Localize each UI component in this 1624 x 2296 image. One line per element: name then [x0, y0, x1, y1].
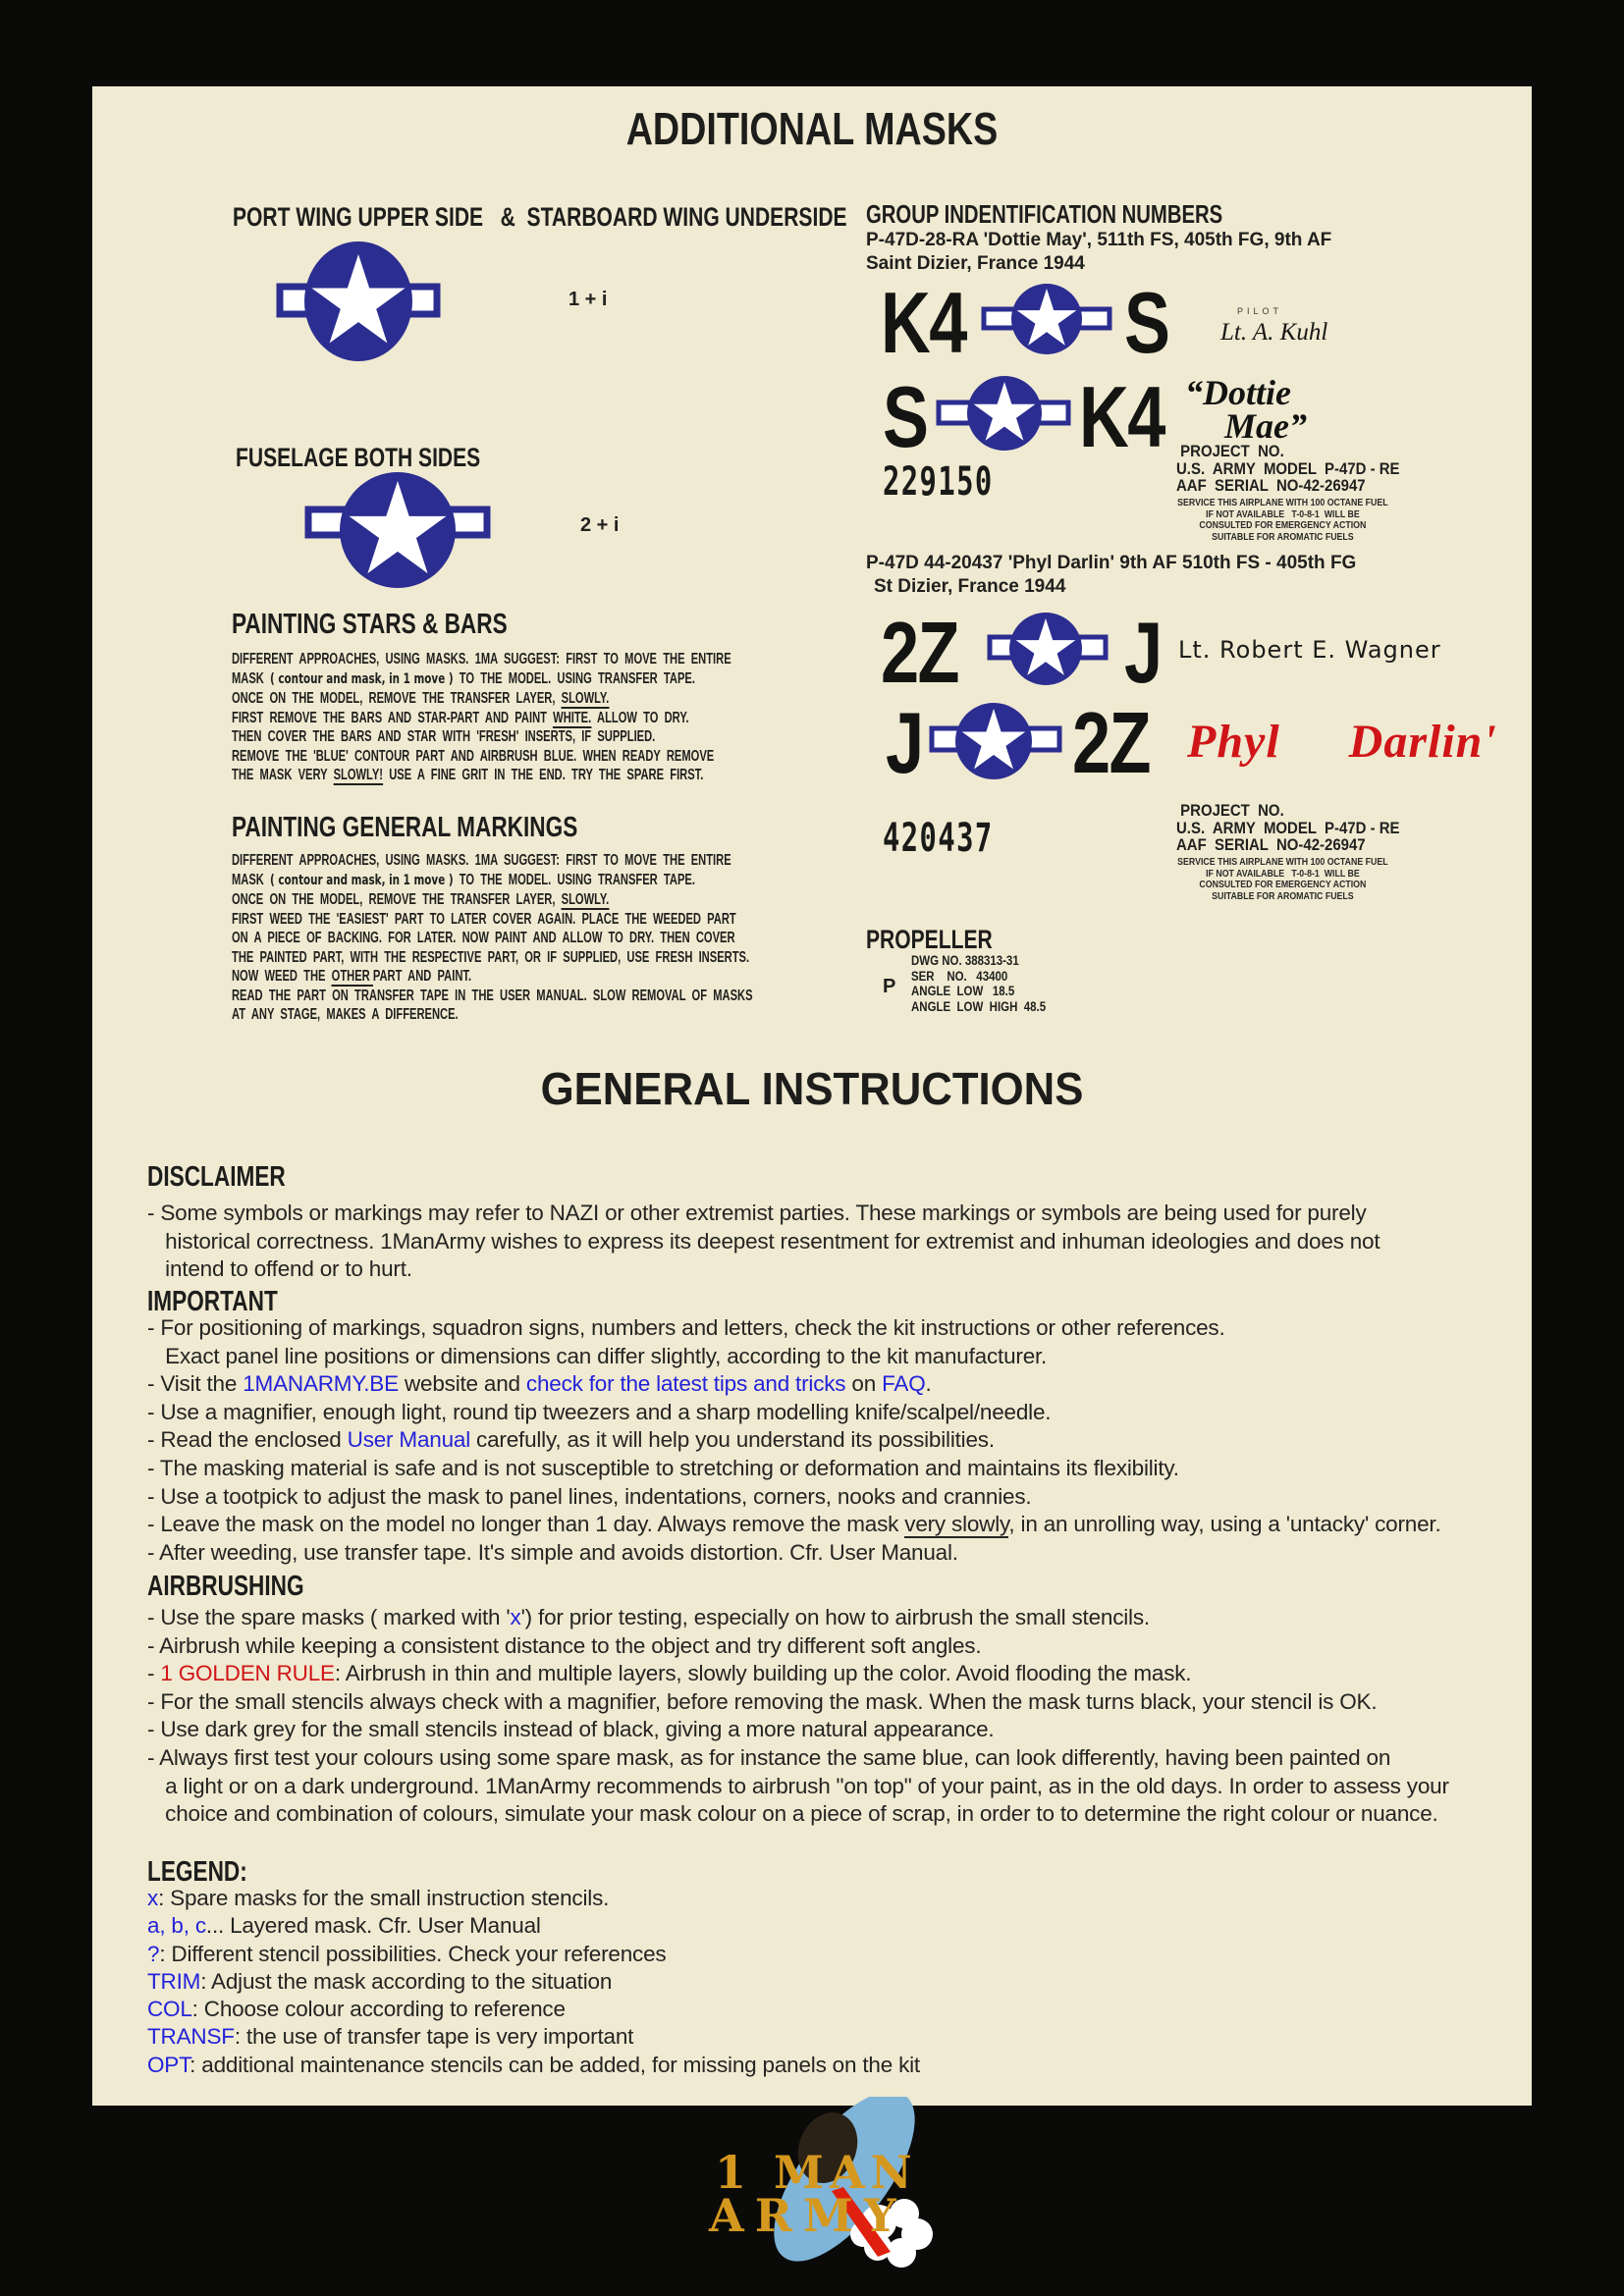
nose-art-dottie-line2: Mae” — [1224, 406, 1307, 446]
airbrushing-heading: AIRBRUSHING — [147, 1571, 304, 1602]
code-letters-k4: K4 — [881, 274, 966, 371]
text-segment: FIRST REMOVE THE BARS AND STAR-PART AND PAINT — [232, 709, 554, 726]
serial-stencil-420437: 420437 — [883, 816, 994, 861]
inline-link[interactable]: User Manual — [347, 1427, 470, 1453]
text-segment: - Airbrush while keeping a consistent distance to the object and try different soft angles. — [147, 1632, 982, 1658]
service-stencil-block — [1170, 857, 1395, 902]
project-data-block — [1176, 802, 1399, 854]
text-segment: - Some symbols or markings may refer to NAZI or other extremist parties. These markings or symbols are being used for purely — [147, 1201, 1367, 1225]
disclaimer-heading: DISCLAIMER — [147, 1161, 286, 1193]
text-segment: MASK — [232, 669, 271, 687]
text-segment: historical correctness. 1ManArmy wishes to express its deepest resentment for extremist and inhuman ideologies and does not — [147, 1228, 1380, 1254]
text-segment: TO THE MODEL. USING TRANSFER TAPE. — [453, 871, 695, 888]
text-segment: - Use the spare masks ( marked with ' — [147, 1605, 511, 1629]
stars-bars-heading: PAINTING STARS & BARS — [232, 609, 508, 640]
text-segment: PROJECT NO. — [1176, 801, 1284, 820]
text-segment: on — [845, 1371, 883, 1397]
text-segment: - Visit the — [147, 1371, 244, 1397]
text-segment: AAF SERIAL NO-42-26947 — [1176, 835, 1366, 854]
text-segment: THEN COVER THE BARS AND STAR WITH 'FRESH' INSERTS, IF SUPPLIED. — [232, 728, 656, 745]
wing-mask-count-label: 1 + i — [568, 289, 608, 310]
serial-stencil-229150: 229150 — [883, 459, 994, 505]
text-segment: SLOWLY! — [333, 767, 384, 783]
inline-link[interactable]: ? — [147, 1941, 160, 1966]
text-segment: USE A FINE GRIT IN THE END. TRY THE SPARE FIRST. — [383, 767, 704, 783]
text-segment: SLOWLY. — [561, 690, 610, 707]
inline-link[interactable]: check for the latest tips and tricks — [525, 1371, 846, 1397]
nose-art-phyl-darlin: Phyl Darlin' — [1187, 716, 1497, 768]
text-segment: THE MASK VERY — [232, 767, 334, 783]
stars-bars-instructions — [232, 650, 731, 785]
text-segment: TO THE MODEL. USING TRANSFER TAPE. — [453, 669, 695, 687]
text-segment: ON A PIECE OF BACKING. FOR LATER. NOW PAINT AND ALLOW TO DRY. THEN COVER — [232, 930, 735, 946]
text-segment: ONCE ON THE MODEL, REMOVE THE TRANSFER LAYER, — [232, 690, 562, 707]
group-id-heading: GROUP INDENTIFICATION NUMBERS — [866, 199, 1223, 229]
text-segment: DWG NO. 388313-31 — [911, 953, 1019, 968]
legend-text — [147, 1885, 920, 2079]
text-segment: WHITE. — [553, 709, 592, 726]
general-markings-instructions — [232, 851, 753, 1025]
text-segment: : Adjust the mask according to the situation — [200, 1968, 613, 1994]
dottie-aircraft-line1: P-47D-28-RA 'Dottie May', 511th FS, 405th FG, 9th AF — [866, 230, 1332, 250]
text-segment: SER NO. 43400 — [911, 968, 1008, 984]
code-letter-s: S — [1124, 274, 1169, 371]
general-instructions-title: GENERAL INSTRUCTIONS — [540, 1063, 1084, 1114]
service-stencil-block — [1170, 498, 1395, 543]
code-letter-s2: S — [883, 368, 928, 465]
text-segment: ALLOW TO DRY. — [591, 709, 689, 726]
text-segment: choice and combination of colours, simulate your mask colour on a piece of scrap, in order to to determine the right colour or nuance. — [147, 1801, 1438, 1827]
pilot-name-kuhl: Lt. A. Kuhl — [1220, 319, 1328, 346]
text-segment: - Read the enclosed — [147, 1427, 348, 1453]
inline-link[interactable]: 1MANARMY.BE — [243, 1371, 399, 1397]
text-segment: ANGLE LOW 18.5 — [911, 984, 1015, 998]
phyl-aircraft-line2: St Dizier, France 1944 — [874, 576, 1066, 597]
row-star-insignia — [936, 376, 1071, 453]
propeller-data-block — [911, 953, 1046, 1014]
disclaimer-text — [147, 1200, 1380, 1284]
text-segment: website and — [398, 1371, 526, 1397]
text-segment: AT ANY STAGE, MAKES A DIFFERENCE. — [232, 1006, 459, 1023]
text-segment: READ THE PART ON TRANSFER TAPE IN THE USER MANUAL. SLOW REMOVAL OF MASKS — [232, 987, 753, 1004]
text-segment: - After weeding, use transfer tape. It's simple and avoids distortion. Cfr. User Manual. — [147, 1539, 958, 1565]
text-segment: : the use of transfer tape is very important — [234, 2024, 634, 2050]
pilot-label: PILOT — [1237, 306, 1283, 316]
phyl-aircraft-line1: P-47D 44-20437 'Phyl Darlin' 9th AF 510th FS - 405th FG — [866, 553, 1357, 573]
text-segment: CONSULTED FOR EMERGENCY ACTION — [1199, 520, 1367, 531]
logo-text-line2: ARMY — [709, 2189, 907, 2242]
page-title: ADDITIONAL MASKS — [625, 103, 999, 154]
dottie-aircraft-line2: Saint Dizier, France 1944 — [866, 253, 1085, 274]
important-text — [147, 1314, 1441, 1567]
text-segment: ( contour and mask, in 1 move ) — [270, 670, 454, 687]
row-star-insignia — [929, 703, 1062, 781]
text-segment: IF NOT AVAILABLE T-0-8-1 WILL BE — [1206, 508, 1360, 520]
airbrushing-text — [147, 1604, 1449, 1829]
inline-link[interactable]: x — [147, 1886, 159, 1910]
text-segment: ') for prior testing, especially on how to airbrush the small stencils. — [520, 1605, 1150, 1629]
text-segment: , in an unrolling way, using a 'untacky' corner. — [1008, 1512, 1441, 1537]
nose-art-dottie-line1: “Dottie — [1185, 373, 1291, 412]
text-segment: FIRST WEED THE 'EASIEST' PART TO LATER COVER AGAIN. PLACE THE WEEDED PART — [232, 910, 736, 928]
text-segment: U.S. ARMY MODEL P-47D - RE — [1176, 818, 1400, 837]
pilot-name-wagner: Lt. Robert E. Wagner — [1178, 636, 1441, 664]
inline-link[interactable]: TRANSF — [147, 2024, 235, 2050]
text-segment: ONCE ON THE MODEL, REMOVE THE TRANSFER LAYER, — [232, 891, 562, 908]
inline-link[interactable]: OPT — [147, 2052, 190, 2077]
text-segment: ... Layered mask. Cfr. User Manual — [205, 1913, 541, 1939]
code-letter-j: J — [1124, 604, 1162, 701]
text-segment: - — [147, 1661, 161, 1686]
text-segment: SLOWLY. — [561, 891, 610, 908]
wing-star-insignia — [276, 241, 441, 367]
text-segment: SUITABLE FOR AROMATIC FUELS — [1212, 531, 1354, 543]
project-data-block — [1176, 443, 1399, 495]
text-segment: - The masking material is safe and is not susceptible to stretching or deformation and maintains its flexibility. — [147, 1455, 1179, 1480]
fuselage-section-heading: FUSELAGE BOTH SIDES — [236, 443, 481, 472]
inline-link[interactable]: FAQ — [882, 1371, 926, 1397]
text-segment: SUITABLE FOR AROMATIC FUELS — [1212, 890, 1354, 902]
row-star-insignia — [987, 613, 1109, 688]
text-segment: ANGLE LOW HIGH 48.5 — [911, 998, 1047, 1014]
text-segment: U.S. ARMY MODEL P-47D - RE — [1176, 458, 1400, 478]
general-markings-heading: PAINTING GENERAL MARKINGS — [232, 812, 578, 843]
propeller-heading: PROPELLER — [866, 925, 993, 954]
code-letters-k4-2: K4 — [1079, 368, 1164, 465]
fuselage-star-insignia — [304, 472, 491, 590]
text-segment: very slowly — [904, 1512, 1009, 1537]
text-segment: . — [925, 1371, 932, 1397]
inline-link[interactable]: TRIM — [147, 1968, 201, 1994]
text-segment: 1 GOLDEN RULE — [160, 1661, 335, 1686]
text-segment: Exact panel line positions or dimensions can differ slightly, according to the kit manufacturer. — [147, 1343, 1048, 1368]
text-segment: : Choose colour according to reference — [191, 1997, 566, 2022]
text-segment: carefully, as it will help you understand its possibilities. — [470, 1427, 995, 1453]
text-segment: : Airbrush in thin and multiple layers, slowly building up the color. Avoid flooding the mask. — [334, 1661, 1192, 1686]
text-segment: intend to offend or to hurt. — [147, 1256, 412, 1282]
text-segment: : Different stencil possibilities. Check your references — [159, 1941, 667, 1966]
text-segment: IF NOT AVAILABLE T-0-8-1 WILL BE — [1206, 868, 1360, 880]
text-segment: - Use dark grey for the small stencils instead of black, giving a more natural appearance. — [147, 1717, 995, 1742]
text-segment: SERVICE THIS AIRPLANE WITH 100 OCTANE FUEL — [1177, 498, 1388, 508]
row-star-insignia — [981, 284, 1112, 356]
text-segment: DIFFERENT APPROACHES, USING MASKS. 1MA SUGGEST: FIRST TO MOVE THE ENTIRE — [232, 651, 731, 667]
inline-link[interactable]: COL — [147, 1997, 192, 2022]
text-segment: SERVICE THIS AIRPLANE WITH 100 OCTANE FUEL — [1177, 857, 1388, 868]
text-segment: OTHER — [331, 968, 373, 985]
fuselage-mask-count-label: 2 + i — [580, 514, 620, 536]
text-segment: - For the small stencils always check with a magnifier, before removing the mask. When the mask turns black, your stencil is OK. — [147, 1688, 1378, 1714]
code-letter-j2: J — [886, 694, 923, 791]
wing-section-heading: PORT WING UPPER SIDE & STARBOARD WING UNDERSIDE — [233, 202, 847, 232]
inline-link[interactable]: x — [510, 1605, 521, 1629]
text-segment: - For positioning of markings, squadron signs, numbers and letters, check the kit instructions or other references. — [147, 1315, 1225, 1340]
code-letters-2z-2: 2Z — [1072, 694, 1150, 791]
text-segment: - Always first test your colours using some spare mask, as for instance the same blue, can look differently, having been painted on — [147, 1744, 1391, 1770]
text-segment: : additional maintenance stencils can be added, for missing panels on the kit — [189, 2052, 920, 2077]
important-heading: IMPORTANT — [147, 1286, 278, 1317]
text-segment: a light or on a dark underground. 1ManArmy recommends to airbrush "on top" of your paint, as in the old days. In order to assess your — [147, 1773, 1449, 1798]
text-segment: CONSULTED FOR EMERGENCY ACTION — [1199, 880, 1367, 890]
text-segment: REMOVE THE 'BLUE' CONTOUR PART AND AIRBRUSH BLUE. WHEN READY REMOVE — [232, 747, 715, 765]
text-segment: - Use a magnifier, enough light, round tip tweezers and a sharp modelling knife/scalpel/needle. — [147, 1399, 1052, 1424]
text-segment: ( contour and mask, in 1 move ) — [270, 872, 454, 888]
text-segment: DIFFERENT APPROACHES, USING MASKS. 1MA SUGGEST: FIRST TO MOVE THE ENTIRE — [232, 852, 731, 869]
logo-text-line1: 1 MAN — [715, 2146, 918, 2199]
text-segment: : Spare masks for the small instruction stencils. — [158, 1886, 610, 1910]
code-letters-2z: 2Z — [881, 604, 958, 701]
text-segment: MASK — [232, 871, 271, 888]
text-segment: PART AND PAINT. — [372, 968, 472, 985]
text-segment: THE PAINTED PART, WITH THE RESPECTIVE PART, OR IF SUPPLIED, USE FRESH INSERTS. — [232, 948, 750, 966]
inline-link[interactable]: a, b, c — [147, 1913, 206, 1939]
text-segment: - Leave the mask on the model no longer than 1 day. Always remove the mask — [147, 1512, 905, 1537]
text-segment: - Use a tootpick to adjust the mask to panel lines, indentations, corners, nooks and crannies. — [147, 1483, 1032, 1509]
text-segment: NOW WEED THE — [232, 968, 332, 985]
text-segment: AAF SERIAL NO-42-26947 — [1176, 476, 1366, 495]
legend-heading: LEGEND: — [147, 1856, 247, 1888]
text-segment: PROJECT NO. — [1176, 442, 1284, 460]
propeller-p-label: P — [883, 976, 896, 997]
